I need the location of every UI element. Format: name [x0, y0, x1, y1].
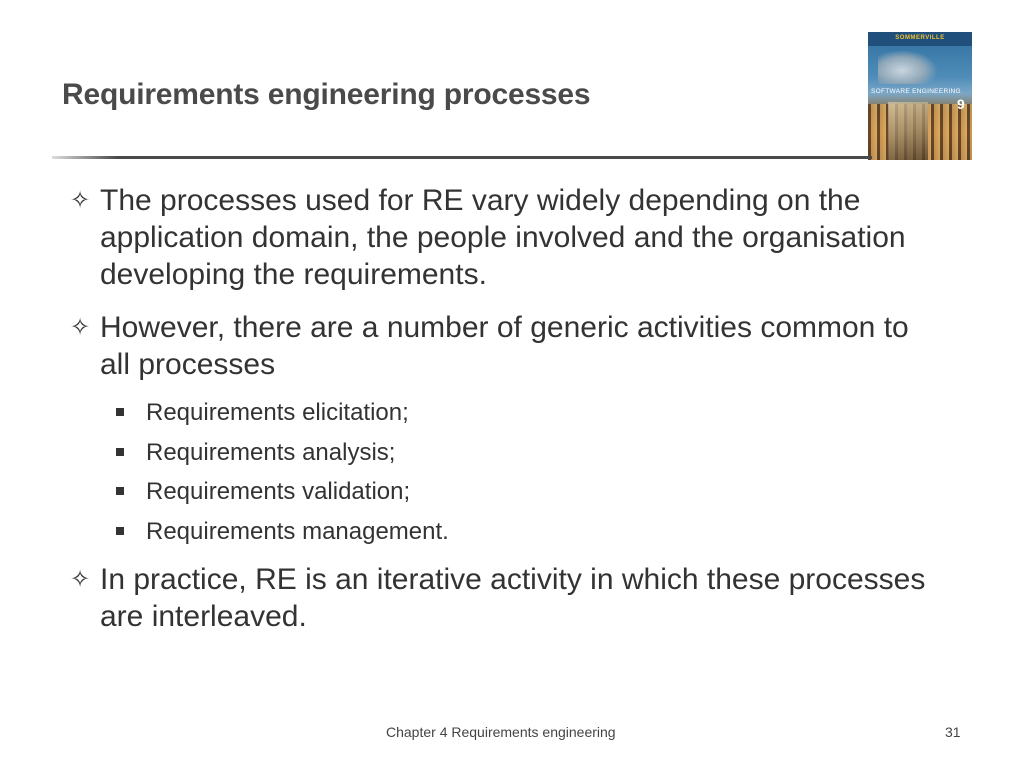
sub-bullet-text: Requirements analysis;	[146, 438, 396, 466]
sub-bullet-item	[114, 512, 942, 552]
cover-author: SOMMERVILLE	[895, 35, 945, 41]
sub-bullet-text: Requirements elicitation;	[146, 399, 409, 426]
square-bullet-icon	[116, 487, 124, 495]
cover-title: SOFTWARE ENGINEERING	[871, 88, 961, 95]
sub-bullet-text: Requirements management.	[146, 517, 449, 545]
square-bullet-icon	[116, 448, 124, 456]
bullet-item	[62, 309, 942, 383]
book-cover-image	[868, 32, 972, 160]
square-bullet-icon	[116, 527, 124, 535]
cover-edition: 9	[957, 96, 965, 112]
bullet-item	[62, 561, 942, 635]
slide-title: Requirements engineering processes	[62, 78, 591, 111]
sub-bullet-item	[114, 433, 942, 473]
square-bullet-icon	[116, 408, 124, 416]
title-divider	[52, 156, 872, 159]
bullet-text: The processes used for RE vary widely depending on the application domain, the people involved and the organisation developing the requirements.	[100, 184, 906, 291]
slide-footer: Chapter 4 Requirements engineering	[386, 724, 616, 740]
sub-bullet-item	[114, 393, 942, 433]
slide-body	[62, 182, 942, 651]
page-number: 31	[945, 724, 961, 740]
cover-building-shape	[878, 50, 938, 84]
bullet-text: In practice, RE is an iterative activity in which these processes are interleaved.	[100, 563, 926, 633]
bullet-item	[62, 182, 942, 293]
bullet-text: However, there are a number of generic activities common to all processes	[100, 311, 909, 381]
sub-bullet-item	[114, 472, 942, 512]
sub-bullet-list	[62, 393, 942, 551]
sub-bullet-text: Requirements validation;	[146, 478, 411, 505]
star-bullet-icon: ✧	[70, 186, 91, 214]
cover-building-shape	[888, 102, 928, 160]
star-bullet-icon: ✧	[70, 565, 91, 593]
star-bullet-icon: ✧	[70, 313, 91, 341]
